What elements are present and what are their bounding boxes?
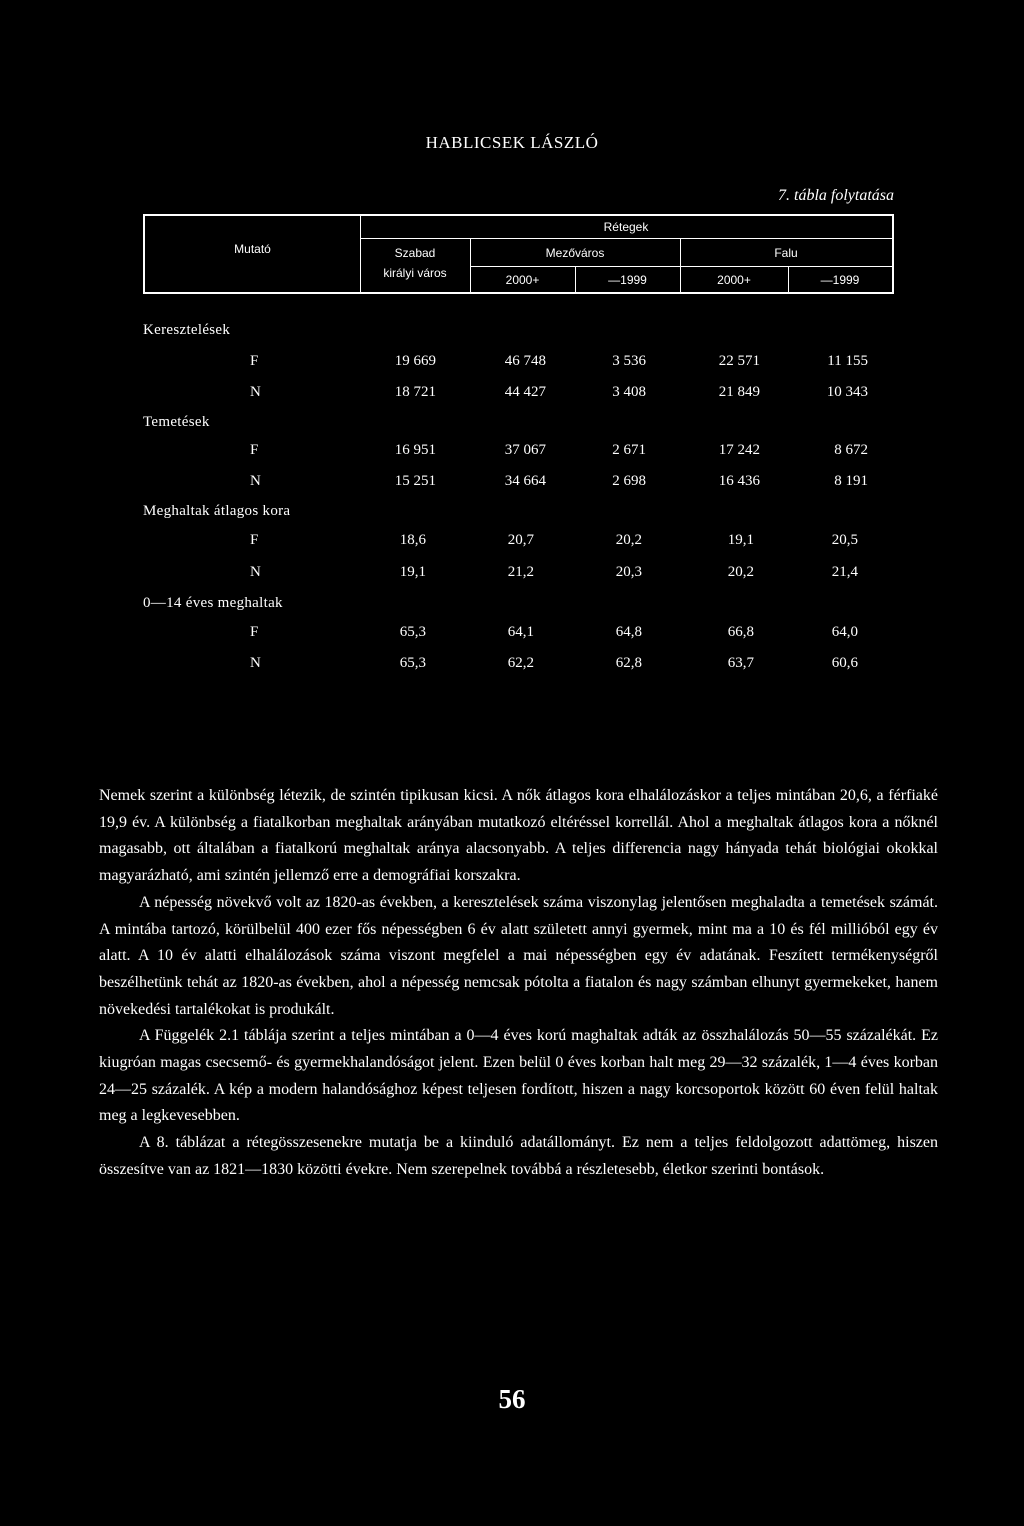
table-row xyxy=(0,384,1024,404)
table-header xyxy=(143,214,894,294)
running-head: HABLICSEK LÁSZLÓ xyxy=(425,133,599,152)
value-falu-1999: 8 672 xyxy=(834,442,868,458)
header-falu-2000: 2000+ xyxy=(717,273,751,287)
header-mutato: Mutató xyxy=(234,242,271,256)
table-row xyxy=(0,564,1024,584)
value-mezo-1999: 2 671 xyxy=(612,442,646,458)
value-mezo-1999: 64,8 xyxy=(615,624,642,640)
value-mezo-1999: 20,2 xyxy=(615,532,642,548)
value-falu-1999: 10 343 xyxy=(826,384,868,400)
value-mezo-2000: 62,2 xyxy=(507,655,534,671)
value-falu-1999: 8 191 xyxy=(834,473,868,489)
value-falu-2000: 66,8 xyxy=(727,624,754,640)
value-szabad: 18,6 xyxy=(399,532,426,548)
value-mezo-2000: 64,1 xyxy=(507,624,534,640)
value-falu-2000: 19,1 xyxy=(727,532,754,548)
paragraph: A népesség növekvő volt az 1820-as években, a keresztelések száma viszonylag jelentősen meghaladta a temetések számát. A mintába tartozó, körülbelül 400 ezer fős népességben 6 év alatt született annyi gyermek, mint ma a 10 és fél millióból egy év alatt. A 10 év alatti elhalálozások száma viszont megfelel a mai népességben egy év adatának. Feszített termékenységről beszélhetünk tehát az 1820-as években, ahol a népesség nemcsak pótolta a fiatalon és nagy számban elhunyt gyermekeket, hanem növekedési tartalékokat is produkált. xyxy=(99,893,938,1018)
table-row xyxy=(0,655,1024,675)
value-szabad: 16 951 xyxy=(394,442,436,458)
table-caption: 7. tábla folytatása xyxy=(778,187,894,204)
header-szabad-line2: királyi város xyxy=(383,266,447,280)
value-falu-1999: 21,4 xyxy=(831,564,858,580)
sex-label: N xyxy=(250,655,261,671)
header-retegek: Rétegek xyxy=(603,220,649,234)
value-szabad: 19 669 xyxy=(394,353,436,369)
value-szabad: 18 721 xyxy=(394,384,436,400)
sex-label: N xyxy=(250,473,261,489)
table-row xyxy=(0,532,1024,552)
header-mezovaros-1999: —1999 xyxy=(608,273,647,287)
paragraph: Nemek szerint a különbség létezik, de szintén tipikusan kicsi. A nők átlagos kora elhalálozáskor a teljes mintában 20,6, a férfiaké 19,9 év. A különbség a fiatalkorban meghaltak arányában mutatkozó eltéréssel korrellál. Ahol a meghaltak átlagos kora a nőknél magasabb, ott általában a fiatalkorú meghaltak aránya alacsonyabb. A teljes differencia nagy hányada tehát biológiai okokkal magyarázható, ami szintén jellemző erre a demográfiai korszakra. xyxy=(99,787,938,885)
value-mezo-1999: 62,8 xyxy=(615,655,642,671)
sex-label: N xyxy=(250,384,261,400)
value-mezo-2000: 20,7 xyxy=(507,532,534,548)
value-szabad: 65,3 xyxy=(399,624,426,640)
value-falu-2000: 22 571 xyxy=(718,353,760,369)
value-mezo-1999: 20,3 xyxy=(615,564,642,580)
value-falu-2000: 16 436 xyxy=(718,473,760,489)
table-row xyxy=(0,624,1024,644)
value-falu-1999: 64,0 xyxy=(831,624,858,640)
value-szabad: 15 251 xyxy=(394,473,436,489)
paragraph: A Függelék 2.1 táblája szerint a teljes mintában a 0—4 éves korú maghaltak adták az összhalálozás 50—55 százalékát. Ez kiugróan magas csecsemő- és gyermekhalandóságot jelent. Ezen belül 0 éves korban halt meg 29—32 százalék, 1—4 éves korban 24—25 százalék. A kép a modern halandósághoz képest teljesen fordított, hiszen a nagy korcsoportok között 60 éven felül haltak meg a legkevesebben. xyxy=(99,1027,938,1125)
header-szabad-line1: Szabad xyxy=(394,246,436,260)
value-mezo-1999: 2 698 xyxy=(612,473,646,489)
value-mezo-2000: 46 748 xyxy=(504,353,546,369)
table-row xyxy=(0,473,1024,493)
value-falu-1999: 11 155 xyxy=(827,353,868,369)
value-mezo-2000: 21,2 xyxy=(507,564,534,580)
value-szabad: 65,3 xyxy=(399,655,426,671)
table-row xyxy=(0,353,1024,373)
sex-label: F xyxy=(250,353,259,369)
header-mezovaros: Mezőváros xyxy=(545,246,605,260)
value-falu-2000: 17 242 xyxy=(718,442,760,458)
header-divider-years xyxy=(470,266,892,267)
value-mezo-1999: 3 536 xyxy=(612,353,646,369)
value-szabad: 19,1 xyxy=(399,564,426,580)
value-mezo-2000: 44 427 xyxy=(504,384,546,400)
header-falu: Falu xyxy=(774,246,798,260)
sex-label: F xyxy=(250,532,259,548)
value-falu-1999: 20,5 xyxy=(831,532,858,548)
value-mezo-1999: 3 408 xyxy=(612,384,646,400)
value-falu-2000: 20,2 xyxy=(727,564,754,580)
value-mezo-2000: 34 664 xyxy=(504,473,546,489)
sex-label: F xyxy=(250,442,259,458)
section-label: Temetések xyxy=(143,414,210,430)
value-falu-2000: 21 849 xyxy=(718,384,760,400)
value-falu-1999: 60,6 xyxy=(831,655,858,671)
page-number: 56 xyxy=(498,1384,526,1414)
body-text xyxy=(99,783,938,1184)
section-label: Keresztelések xyxy=(143,322,231,338)
value-mezo-2000: 37 067 xyxy=(504,442,546,458)
section-label: 0—14 éves meghaltak xyxy=(143,595,283,611)
sex-label: F xyxy=(250,624,259,640)
table-row xyxy=(0,442,1024,462)
value-falu-2000: 63,7 xyxy=(727,655,754,671)
paragraph: A 8. táblázat a rétegösszesenekre mutatja be a kiinduló adatállományt. Ez nem a teljes feldolgozott adattömeg, hiszen összesítve van az 1821—1830 közötti évekre. Nem szerepelnek továbbá a részletesebb, életkor szerinti bontások. xyxy=(99,1134,938,1178)
header-divider-retegek xyxy=(360,238,892,239)
section-label: Meghaltak átlagos kora xyxy=(143,503,291,519)
header-mezovaros-2000: 2000+ xyxy=(505,273,540,287)
sex-label: N xyxy=(250,564,261,580)
header-falu-1999: —1999 xyxy=(820,273,860,287)
